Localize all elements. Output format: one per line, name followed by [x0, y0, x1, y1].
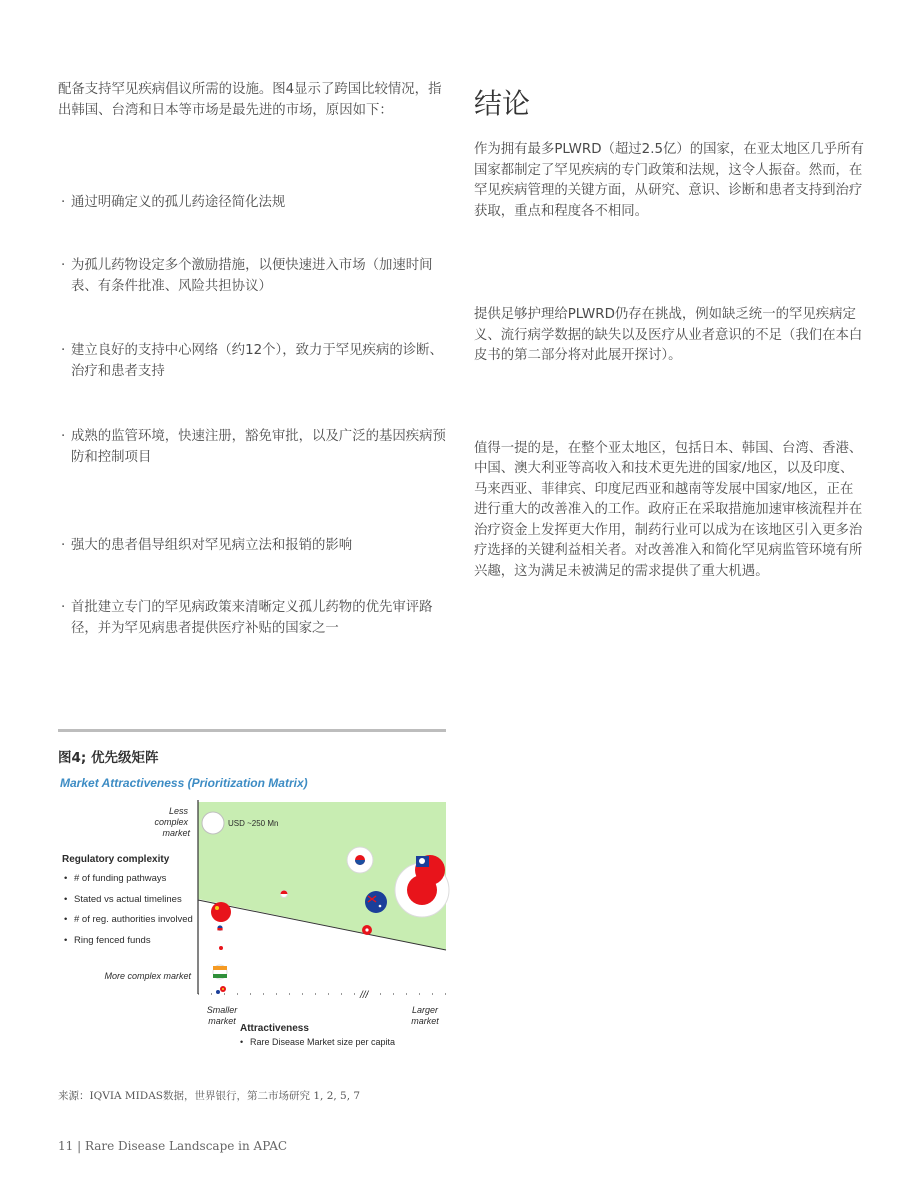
market-hongkong — [362, 925, 372, 935]
figure-source: 来源：IQVIA MIDAS数据，世界银行，第二市场研究 1, 2, 5, 7 — [58, 1090, 361, 1102]
y-axis-item-bullet: • — [64, 914, 68, 925]
x-right-label-2: market — [411, 1016, 439, 1026]
size-legend-bubble — [202, 812, 224, 834]
indonesia-bubble — [219, 946, 223, 950]
market-vietnam — [220, 986, 226, 992]
x-axis-item: Rare Disease Market size per capita — [250, 1037, 396, 1047]
india-flag-saffron — [213, 966, 227, 970]
conclusion-paragraph-1: 作为拥有最多PLWRD（超过2.5亿）的国家，在亚太地区几乎所有国家都制定了罕见疾病的专门政策和法规，这令人振奋。然而，在罕见疾病管理的关键方面，从研究、意识、诊断和患者支持到治疗获取，重点和程度各不相同。 — [474, 142, 864, 219]
right-column — [474, 86, 866, 582]
bullet-dot: · — [61, 538, 66, 553]
page-footer: 11 | Rare Disease Landscape in APAC — [58, 1139, 288, 1153]
list-item: · 首批建立专门的罕见病政策来清晰定义孤儿药物的优先审评路径，并为罕见病患者提供医疗补贴的国家之一 — [61, 600, 433, 636]
x-left-label-1: Smaller — [206, 1005, 238, 1015]
y-axis-item-bullet: • — [64, 894, 68, 905]
list-item: · 为孤儿药物设定多个激励措施，以便快速进入市场（加速时间表、有条件批准、风险共担协议） — [61, 258, 433, 294]
market-philippines — [216, 990, 220, 994]
x-right-label-1: Larger — [411, 1005, 439, 1015]
india-flag-green — [213, 974, 227, 978]
malaysia-flag-mark — [217, 928, 222, 930]
y-axis-item: Ring fenced funds — [74, 935, 151, 946]
list-item: · 强大的患者倡导组织对罕见病立法和报销的影响 — [58, 536, 450, 557]
chart-svg — [58, 772, 450, 1052]
x-axis-item-bullet: • — [240, 1037, 244, 1047]
y-bottom-label: More complex market — [104, 971, 191, 981]
intro-paragraph: 配备支持罕见疾病倡议所需的设施。图4显示了跨国比较情况，指出韩国、台湾和日本等市场是最先进的市场，原因如下： — [58, 82, 442, 118]
y-top-label-3: market — [162, 828, 190, 838]
y-axis-title: Regulatory complexity — [62, 854, 170, 865]
y-axis-item: # of funding pathways — [74, 873, 167, 884]
market-malaysia — [217, 925, 222, 930]
y-axis-item: Stated vs actual timelines — [74, 894, 182, 905]
china-flag-star — [215, 906, 219, 910]
axis-break-mark: /// — [360, 990, 369, 1001]
bullet-dot: · — [61, 429, 66, 444]
market-india — [213, 965, 227, 979]
figure-divider — [58, 729, 446, 732]
left-column — [58, 80, 448, 121]
x-left-label-2: market — [208, 1016, 236, 1026]
y-axis-item-bullet: • — [64, 935, 68, 946]
australia-flag-star — [379, 905, 382, 908]
market-korea — [347, 847, 373, 873]
market-australia — [365, 891, 387, 913]
taiwan-flag-sun — [419, 858, 425, 864]
conclusion-heading: 结论 — [474, 87, 531, 120]
bullet-dot: · — [61, 258, 66, 273]
hongkong-flag-mark — [365, 928, 368, 931]
market-taiwan — [415, 855, 445, 885]
bullet-dot: · — [61, 600, 66, 615]
priority-matrix-chart — [58, 772, 450, 1052]
market-china — [211, 902, 231, 922]
list-item: · 通过明确定义的孤儿药途径简化法规 — [58, 193, 450, 214]
y-top-label-2: complex — [154, 817, 188, 827]
list-item: · 建立良好的支持中心网络（约12个），致力于罕见疾病的诊断、治疗和患者支持 — [61, 343, 443, 379]
y-axis-item: # of reg. authorities involved — [74, 914, 193, 925]
market-singapore — [281, 891, 288, 898]
vietnam-flag-star — [222, 988, 224, 990]
figure-title: 图4; 优先级矩阵 — [58, 750, 159, 766]
list-item: · 成熟的监管环境，快速注册，豁免审批，以及广泛的基因疾病预防和控制项目 — [61, 429, 446, 465]
philippines-bubble — [216, 990, 220, 994]
market-indonesia — [219, 946, 223, 950]
conclusion-paragraph-3: 值得一提的是，在整个亚太地区，包括日本、韩国、台湾、香港、中国、澳大利亚等高收入和技术更先进的国家/地区，以及印度、马来西亚、菲律宾、印度尼西亚和越南等发展中国家/地区，正在进行重大的改善准入的工作。政府正在采取措施加速审核流程并在治疗资金上发挥更大作用，制药行业可以成为在该地区引入更多治疗选择的关键利益相关者。对改善准入和简化罕见病监管环境有所兴趣，这为满足未被满足的需求提供了重大机遇。 — [474, 440, 863, 579]
chart-title: Market Attractiveness (Prioritization Matrix) — [60, 776, 308, 790]
china-bubble — [211, 902, 231, 922]
size-legend-label: USD ~250 Mn — [228, 819, 279, 828]
bullet-dot: · — [61, 195, 66, 210]
y-top-label-1: Less — [168, 806, 188, 816]
conclusion-paragraph-2: 提供足够护理给PLWRD仍存在挑战，例如缺乏统一的罕见疾病定义、流行病学数据的缺失以及医疗从业者意识的不足（我们在本白皮书的第二部分将对此展开探讨）。 — [474, 307, 863, 363]
y-axis-item-bullet: • — [64, 873, 68, 884]
x-axis-title: Attractiveness — [240, 1023, 309, 1034]
bullet-dot: · — [61, 343, 66, 358]
